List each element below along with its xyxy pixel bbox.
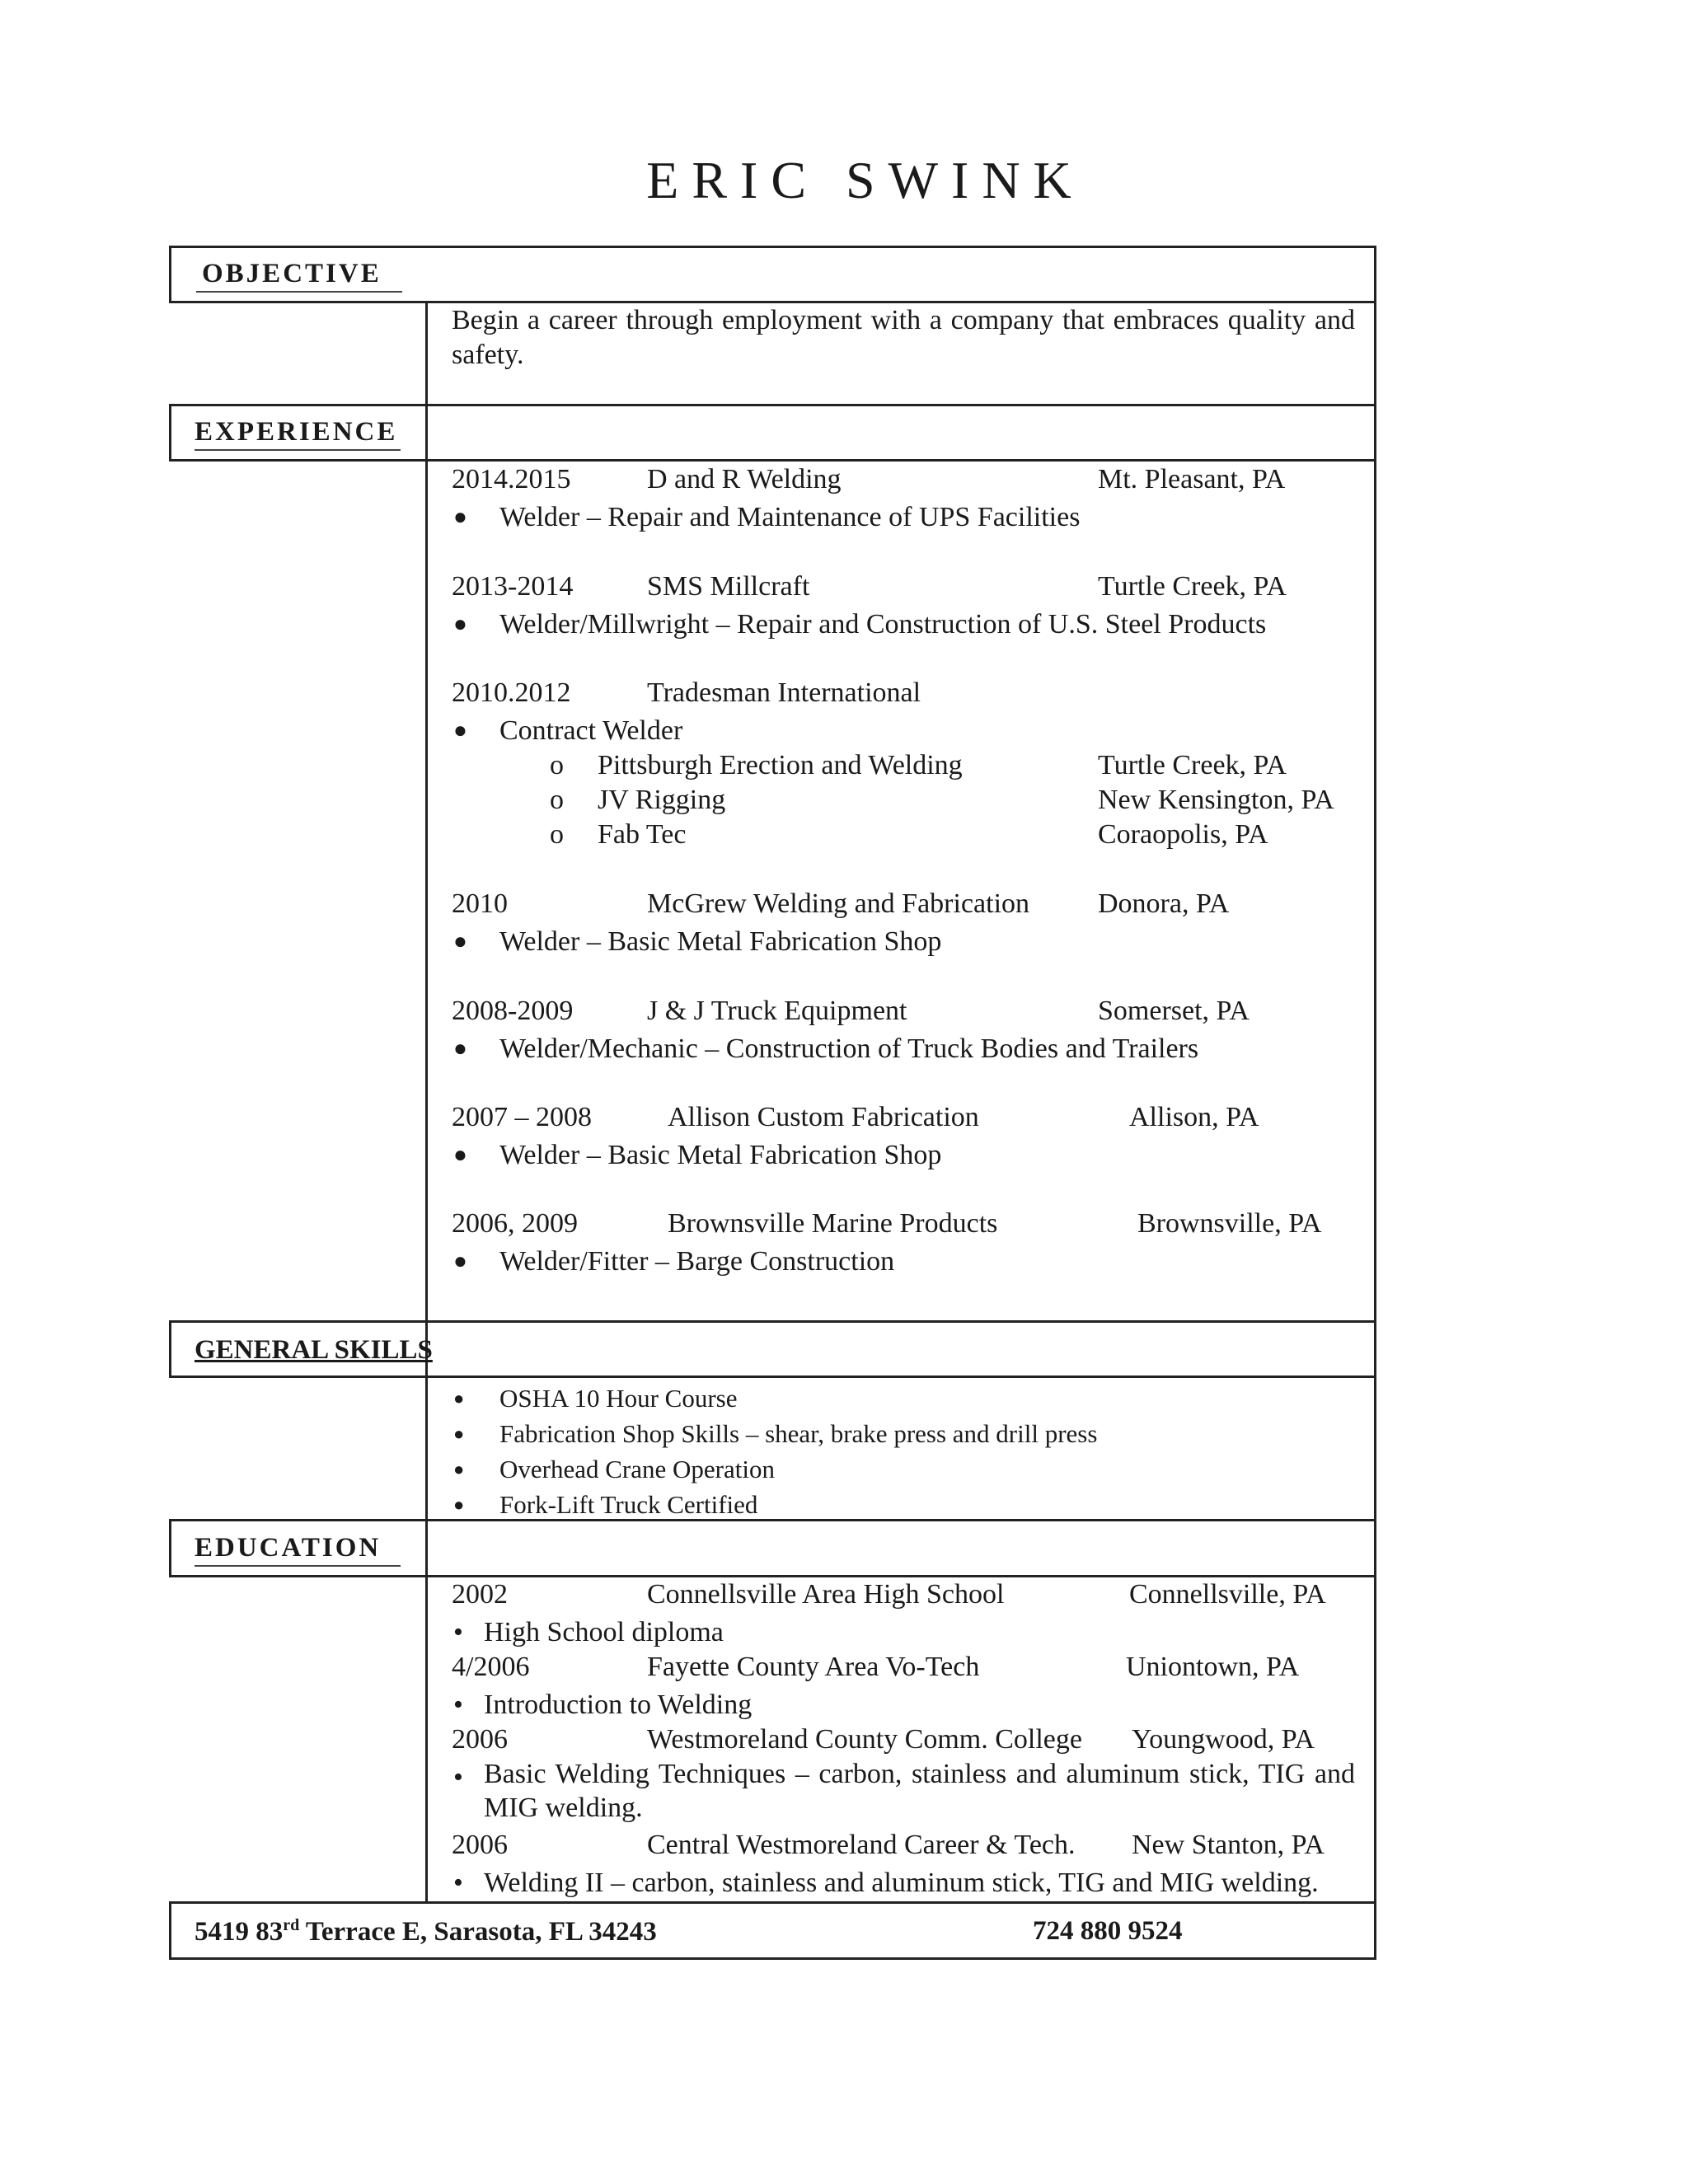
circle-bullet-icon: o	[550, 750, 564, 780]
contact-address	[195, 1916, 657, 1947]
job-company: D and R Welding	[647, 464, 842, 494]
heading-underline	[195, 1565, 401, 1567]
edu-location: Youngwood, PA	[1132, 1724, 1315, 1755]
border	[169, 1376, 1376, 1378]
skill-item: Fork-Lift Truck Certified	[499, 1490, 758, 1519]
edu-year: 2006	[452, 1830, 508, 1860]
sub-employer: Pittsburgh Erection and Welding	[598, 750, 963, 780]
heading-underline	[196, 291, 402, 293]
section-heading-education: EDUCATION	[195, 1533, 382, 1563]
edu-school: Fayette County Area Vo-Tech	[647, 1652, 980, 1682]
bullet-icon: ●	[453, 1249, 467, 1274]
edu-school: Central Westmoreland Career & Tech.	[647, 1830, 1076, 1860]
job-company: SMS Millcraft	[647, 571, 810, 602]
edu-detail: Introduction to Welding	[484, 1690, 753, 1720]
bullet-icon: ●	[453, 612, 467, 637]
objective-text: Begin a career through employment with a company that embraces quality and safety.	[452, 305, 1355, 370]
bullet-icon: ●	[453, 504, 467, 530]
job-dates: 2010	[452, 888, 508, 919]
heading-underline	[195, 449, 401, 451]
job-company: Allison Custom Fabrication	[668, 1102, 979, 1132]
section-heading-experience: EXPERIENCE	[195, 417, 398, 447]
job-dates: 2013-2014	[452, 571, 574, 602]
contact-phone: 724 880 9524	[1033, 1916, 1183, 1946]
job-location: Somerset, PA	[1098, 996, 1250, 1026]
bullet-icon: ●	[453, 1459, 465, 1479]
border	[1374, 246, 1376, 1960]
job-duty: Welder – Basic Metal Fabrication Shop	[499, 926, 942, 957]
sub-location: Turtle Creek, PA	[1098, 750, 1287, 780]
job-company: McGrew Welding and Fabrication	[647, 888, 1030, 919]
job-duty: Welder – Repair and Maintenance of UPS Facilities	[499, 502, 1081, 532]
circle-bullet-icon: o	[550, 819, 564, 850]
border	[169, 1957, 1376, 1960]
address-street: Terrace E, Sarasota, FL 34243	[299, 1917, 657, 1947]
job-location: Turtle Creek, PA	[1098, 571, 1287, 602]
border	[169, 1519, 1376, 1521]
address-number: 5419 83	[195, 1917, 284, 1947]
sub-employer: Fab Tec	[598, 819, 687, 850]
edu-year: 2006	[452, 1724, 508, 1755]
border	[169, 1901, 171, 1960]
circle-bullet-icon: o	[550, 785, 564, 815]
bullet-icon: ●	[453, 929, 467, 954]
job-duty: Welder/Fitter – Barge Construction	[499, 1246, 895, 1277]
bullet-icon: ●	[453, 1142, 467, 1168]
sub-employer: JV Rigging	[598, 785, 726, 815]
section-heading-skills: GENERAL SKILLS	[195, 1335, 433, 1365]
job-dates: 2014.2015	[452, 464, 571, 494]
edu-detail: Basic Welding Techniques – carbon, stainless and aluminum stick, TIG and MIG welding.	[484, 1759, 1355, 1823]
bullet-icon: •	[453, 1762, 463, 1793]
bullet-icon: ●	[453, 1423, 465, 1444]
border	[169, 459, 1376, 462]
bullet-icon: •	[453, 1617, 463, 1647]
sub-location: Coraopolis, PA	[1098, 819, 1268, 850]
job-duty: Contract Welder	[499, 715, 683, 746]
resume-name: ERIC SWINK	[646, 151, 1085, 209]
section-heading-objective: OBJECTIVE	[202, 259, 382, 288]
bullet-icon: ●	[453, 1036, 467, 1062]
skill-item: Fabrication Shop Skills – shear, brake press and drill press	[499, 1419, 1098, 1448]
border	[169, 1320, 171, 1378]
job-company: Brownsville Marine Products	[668, 1208, 998, 1239]
border	[169, 404, 1376, 406]
border	[169, 246, 171, 303]
job-location: Mt. Pleasant, PA	[1098, 464, 1286, 494]
border	[169, 1519, 171, 1577]
skill-item: OSHA 10 Hour Course	[499, 1384, 738, 1413]
job-dates: 2008-2009	[452, 996, 574, 1026]
sub-location: New Kensington, PA	[1098, 785, 1334, 815]
job-duty: Welder/Mechanic – Construction of Truck Bodies and Trailers	[499, 1033, 1199, 1064]
job-dates: 2007 – 2008	[452, 1102, 592, 1132]
job-duty: Welder/Millwright – Repair and Construction of U.S. Steel Products	[499, 609, 1267, 640]
job-dates: 2010.2012	[452, 677, 571, 708]
bullet-icon: •	[453, 1868, 463, 1898]
border	[169, 1575, 1376, 1577]
edu-detail: Welding II – carbon, stainless and aluminum stick, TIG and MIG welding.	[484, 1868, 1319, 1898]
job-company: Tradesman International	[647, 677, 921, 708]
job-duty: Welder – Basic Metal Fabrication Shop	[499, 1140, 942, 1170]
skill-item: Overhead Crane Operation	[499, 1455, 775, 1483]
job-location: Allison, PA	[1129, 1102, 1259, 1132]
border	[169, 404, 171, 462]
job-location: Brownsville, PA	[1137, 1208, 1322, 1239]
bullet-icon: •	[453, 1690, 463, 1720]
column-divider	[425, 301, 428, 1904]
edu-location: Uniontown, PA	[1126, 1652, 1300, 1682]
edu-school: Westmoreland County Comm. College	[647, 1724, 1082, 1755]
edu-year: 2002	[452, 1579, 508, 1610]
border	[169, 1901, 1376, 1904]
edu-year: 4/2006	[452, 1652, 530, 1682]
job-dates: 2006, 2009	[452, 1208, 578, 1239]
border	[169, 246, 1376, 248]
border	[169, 1320, 1376, 1323]
address-suffix: rd	[283, 1916, 300, 1934]
bullet-icon: ●	[453, 1388, 465, 1408]
job-company: J & J Truck Equipment	[647, 996, 907, 1026]
job-location: Donora, PA	[1098, 888, 1230, 919]
edu-location: Connellsville, PA	[1129, 1579, 1326, 1610]
edu-school: Connellsville Area High School	[647, 1579, 1005, 1610]
edu-detail: High School diploma	[484, 1617, 724, 1647]
bullet-icon: ●	[453, 1494, 465, 1515]
edu-location: New Stanton, PA	[1132, 1830, 1325, 1860]
bullet-icon: ●	[453, 718, 467, 743]
